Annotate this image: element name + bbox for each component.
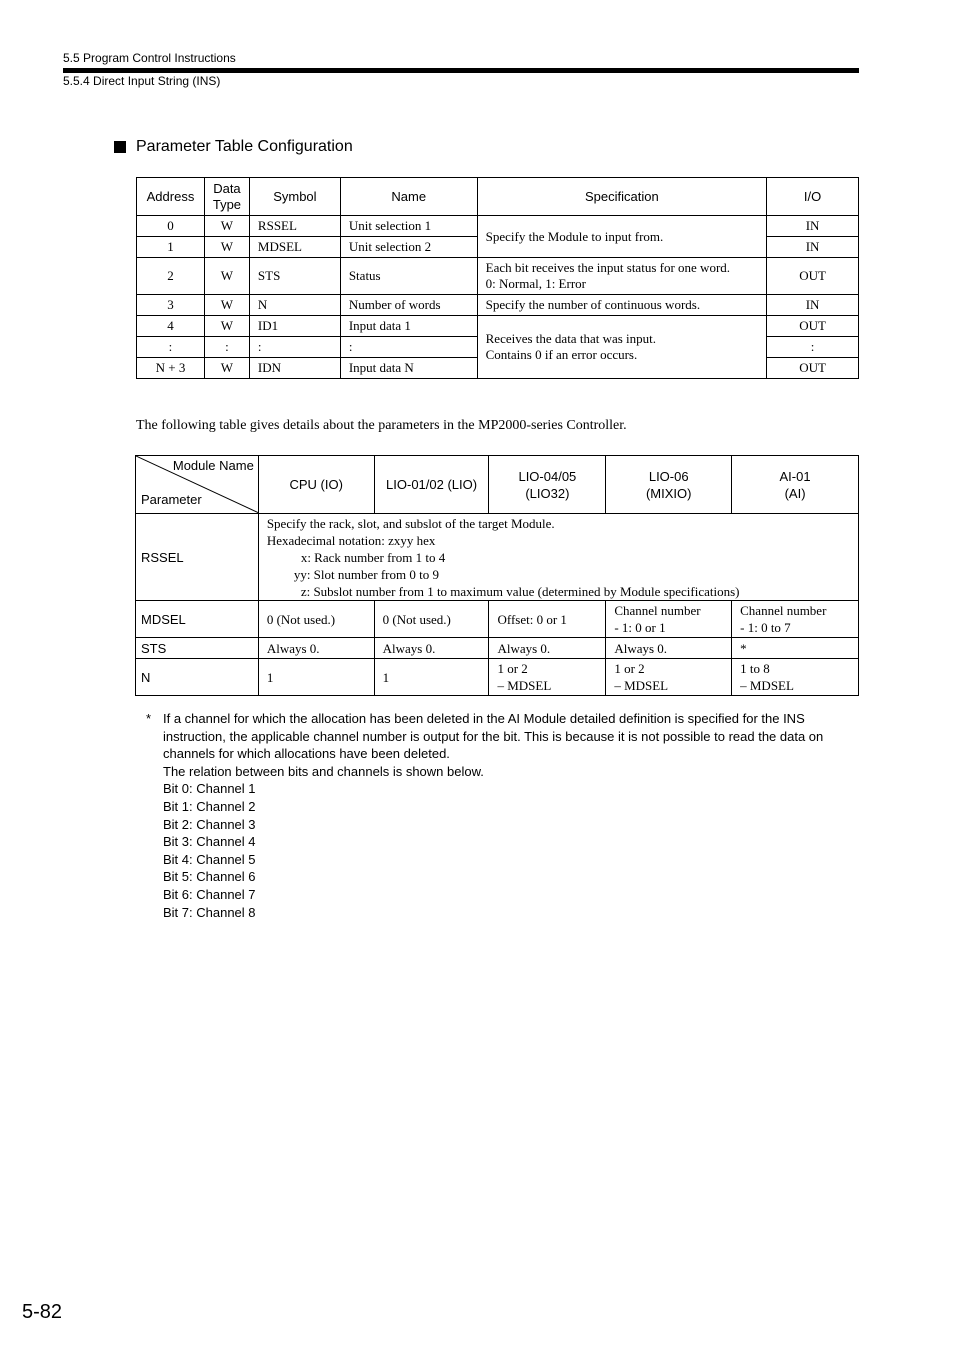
name-cell: Unit selection 1 xyxy=(340,216,477,237)
address-cell: 2 xyxy=(137,258,205,295)
col-header-line: LIO-06 xyxy=(648,468,689,484)
col-header-mixio xyxy=(606,456,732,514)
col-header-line: AI-01 xyxy=(779,468,811,484)
table-header-row xyxy=(137,178,859,216)
param-label: N xyxy=(136,659,259,696)
table-row-mdsel xyxy=(136,601,859,638)
address-cell: N + 3 xyxy=(137,358,205,379)
col-header: Specification xyxy=(477,178,767,216)
col-header xyxy=(204,178,249,216)
symbol-cell: STS xyxy=(249,258,340,295)
param-label: MDSEL xyxy=(136,601,259,638)
address-cell: 1 xyxy=(137,237,205,258)
spec-line: Receives the data that was input. xyxy=(485,331,657,346)
value-cell: Always 0. xyxy=(606,638,732,659)
section-title xyxy=(114,138,353,156)
rssel-line: Specify the rack, slot, and subslot of the target Module. xyxy=(266,515,555,531)
value-line: – MDSEL xyxy=(497,678,552,693)
symbol-cell: N xyxy=(249,295,340,316)
col-header-line: (MIXIO) xyxy=(645,485,692,501)
table-row-sts xyxy=(136,638,859,659)
value-cell: 1 xyxy=(374,659,489,696)
symbol-cell: MDSEL xyxy=(249,237,340,258)
type-cell: W xyxy=(204,237,249,258)
footnote-text: If a channel for which the allocation has been deleted in the AI Module detailed definition is specified for the INS instruction, the applicable channel number is output for the bit. This is because it is not possible to read the data on channels for which allocations have been deleted. xyxy=(163,711,824,762)
table-row-n xyxy=(136,659,859,696)
io-cell: IN xyxy=(767,295,859,316)
bit-channel-line: Bit 1: Channel 2 xyxy=(163,798,256,814)
io-cell: : xyxy=(767,337,859,358)
name-cell: Input data 1 xyxy=(340,316,477,337)
header-subsection: 5.5.4 Direct Input String (INS) xyxy=(63,74,221,88)
name-cell: Status xyxy=(340,258,477,295)
type-cell: W xyxy=(204,316,249,337)
value-cell xyxy=(732,601,859,638)
corner-header-cell xyxy=(136,456,259,514)
name-cell: Number of words xyxy=(340,295,477,316)
value-cell xyxy=(606,601,732,638)
table-row xyxy=(137,295,859,316)
col-header-lio32 xyxy=(489,456,606,514)
param-label: RSSEL xyxy=(136,514,259,601)
rssel-description xyxy=(258,514,858,601)
address-cell: 4 xyxy=(137,316,205,337)
name-cell: Input data N xyxy=(340,358,477,379)
table-row xyxy=(137,316,859,337)
header-section: 5.5 Program Control Instructions xyxy=(63,51,236,65)
value-cell: Always 0. xyxy=(258,638,374,659)
corner-module-name: Module Name xyxy=(172,458,254,473)
table-row xyxy=(137,216,859,237)
col-header: Address xyxy=(137,178,205,216)
spec-line: 0: Normal, 1: Error xyxy=(485,276,586,291)
address-cell: 0 xyxy=(137,216,205,237)
bit-channel-line: Bit 2: Channel 3 xyxy=(163,816,256,832)
footnote-relation: The relation between bits and channels is shown below. xyxy=(163,763,484,779)
col-header: I/O xyxy=(767,178,859,216)
symbol-cell: : xyxy=(249,337,340,358)
value-line: 1 or 2 xyxy=(497,661,528,676)
name-cell: Unit selection 2 xyxy=(340,237,477,258)
corner-parameter: Parameter xyxy=(141,492,202,507)
footnote-body xyxy=(163,710,859,921)
value-cell: Offset: 0 or 1 xyxy=(489,601,606,638)
rssel-line: z: Subslot number from 1 to maximum value (determined by Module specifications) xyxy=(300,583,740,599)
table-header-row xyxy=(136,456,859,514)
type-cell: W xyxy=(204,358,249,379)
type-cell: W xyxy=(204,216,249,237)
value-cell: 0 (Not used.) xyxy=(258,601,374,638)
symbol-cell: RSSEL xyxy=(249,216,340,237)
spec-line: Contains 0 if an error occurs. xyxy=(485,347,638,362)
type-cell: W xyxy=(204,295,249,316)
value-line: - 1: 0 to 7 xyxy=(740,620,791,635)
spec-cell xyxy=(477,316,767,379)
section-title-text: Parameter Table Configuration xyxy=(136,138,353,155)
spec-cell: Specify the number of continuous words. xyxy=(477,295,767,316)
io-cell: OUT xyxy=(767,258,859,295)
col-header-lio xyxy=(374,456,489,514)
value-line: Channel number xyxy=(614,603,701,618)
address-cell: : xyxy=(137,337,205,358)
col-header-text: Data Type xyxy=(212,180,242,212)
value-line: – MDSEL xyxy=(740,678,794,693)
value-cell: 0 (Not used.) xyxy=(374,601,489,638)
col-header-line: CPU (IO) xyxy=(289,477,343,492)
value-line: - 1: 0 or 1 xyxy=(614,620,666,635)
name-cell: : xyxy=(340,337,477,358)
bit-channel-line: Bit 5: Channel 6 xyxy=(163,869,256,885)
col-header-cpu xyxy=(258,456,374,514)
intro-text: The following table gives details about the parameters in the MP2000-series Controller. xyxy=(136,418,627,433)
square-bullet-icon xyxy=(114,141,126,153)
table-row-rssel xyxy=(136,514,859,601)
type-cell: : xyxy=(204,337,249,358)
bit-channel-line: Bit 3: Channel 4 xyxy=(163,834,256,850)
rssel-line: Hexadecimal notation: zxyy hex xyxy=(266,532,436,548)
col-header: Symbol xyxy=(249,178,340,216)
col-header: Name xyxy=(340,178,477,216)
value-cell xyxy=(606,659,732,696)
rssel-line: yy: Slot number from 0 to 9 xyxy=(293,566,439,582)
col-header-line: LIO-04/05 xyxy=(518,468,577,484)
table-row xyxy=(137,258,859,295)
parameter-table xyxy=(136,177,859,379)
address-cell: 3 xyxy=(137,295,205,316)
page-number: 5-82 xyxy=(22,1301,63,1323)
symbol-cell: ID1 xyxy=(249,316,340,337)
io-cell: OUT xyxy=(767,316,859,337)
spec-cell xyxy=(477,258,767,295)
io-cell: IN xyxy=(767,216,859,237)
rssel-line: x: Rack number from 1 to 4 xyxy=(300,549,446,565)
value-line: 1 to 8 xyxy=(740,661,770,676)
value-line: Channel number xyxy=(740,603,827,618)
col-header-line: (LIO32) xyxy=(525,485,570,501)
symbol-cell: IDN xyxy=(249,358,340,379)
value-cell: 1 xyxy=(258,659,374,696)
value-cell: Always 0. xyxy=(489,638,606,659)
spec-cell: Specify the Module to input from. xyxy=(477,216,767,258)
col-header-line: (AI) xyxy=(784,485,806,501)
bit-channel-line: Bit 4: Channel 5 xyxy=(163,851,256,867)
type-cell: W xyxy=(204,258,249,295)
module-parameter-table xyxy=(135,455,859,696)
bit-channel-line: Bit 0: Channel 1 xyxy=(163,781,256,797)
header-rule xyxy=(63,68,859,73)
value-cell: Always 0. xyxy=(374,638,489,659)
param-label: STS xyxy=(136,638,259,659)
value-cell: * xyxy=(732,638,859,659)
value-line: – MDSEL xyxy=(614,678,669,693)
io-cell: OUT xyxy=(767,358,859,379)
bit-channel-line: Bit 6: Channel 7 xyxy=(163,886,256,902)
value-line: 1 or 2 xyxy=(614,661,645,676)
io-cell: IN xyxy=(767,237,859,258)
col-header-line: LIO-01/02 (LIO) xyxy=(386,477,478,492)
value-cell xyxy=(732,659,859,696)
bit-channel-line: Bit 7: Channel 8 xyxy=(163,904,256,920)
value-cell xyxy=(489,659,606,696)
col-header-ai xyxy=(732,456,859,514)
spec-line: Each bit receives the input status for one word. xyxy=(485,260,731,275)
footnote-mark: * xyxy=(146,711,152,726)
